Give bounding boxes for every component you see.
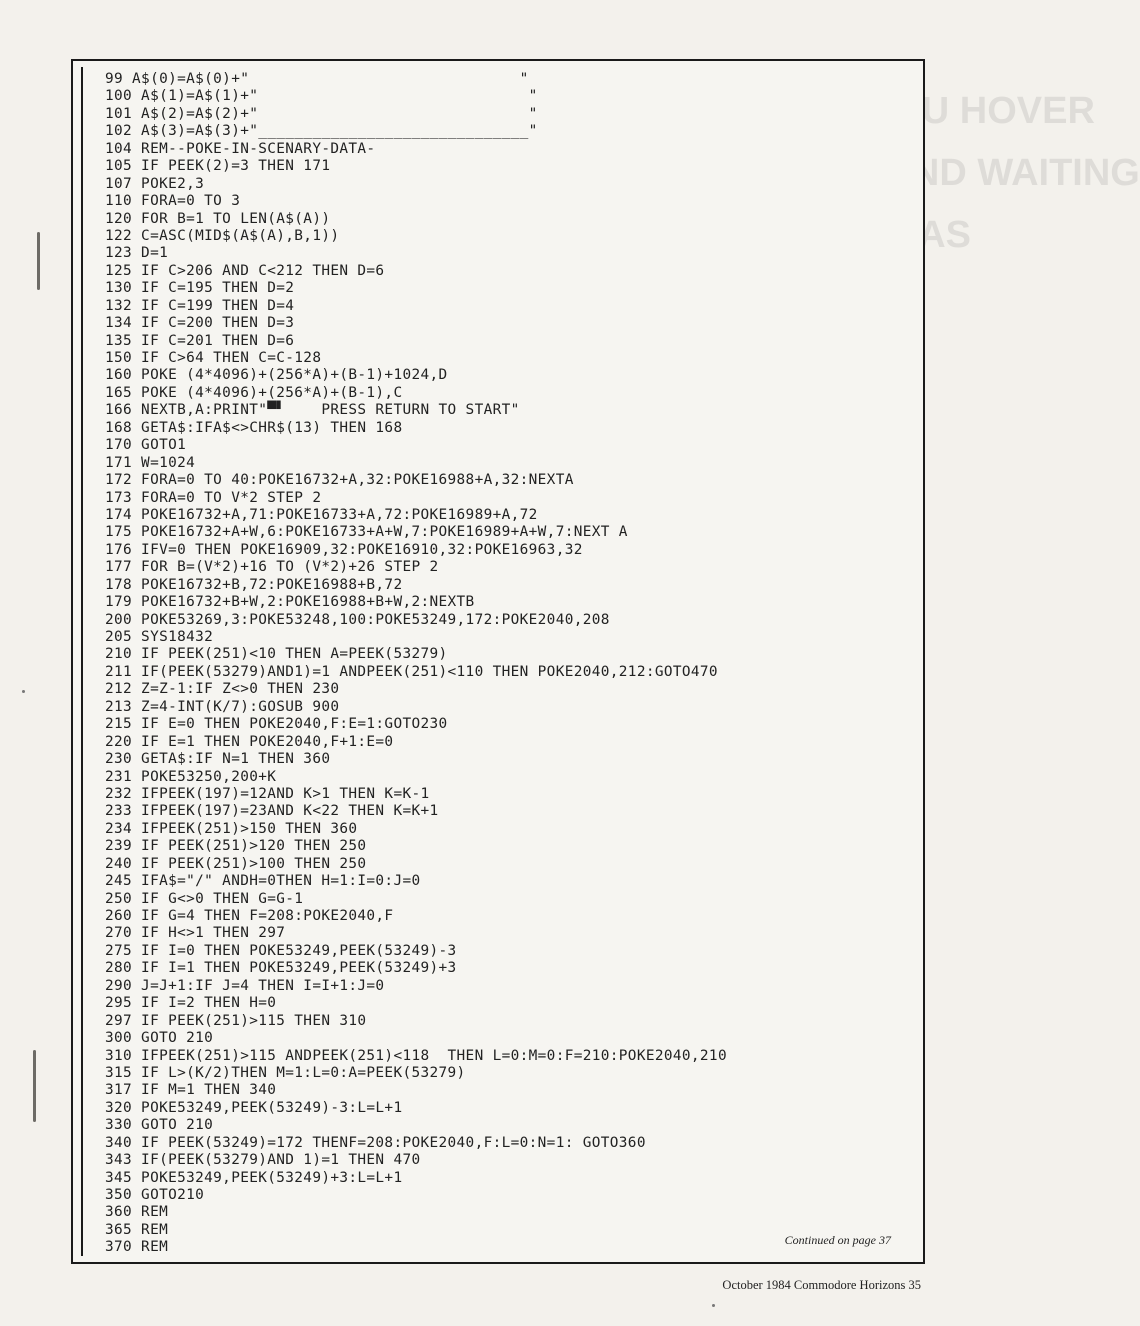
paper-speck — [22, 690, 25, 693]
code-line: 107 POKE2,3 — [105, 175, 205, 192]
code-line: 320 POKE53249,PEEK(53249)-3:L=L+1 — [105, 1099, 403, 1116]
code-line: 295 IF I=2 THEN H=0 — [105, 995, 277, 1012]
code-line: 173 FORA=0 TO V*2 STEP 2 — [105, 489, 322, 506]
code-line: 280 IF I=1 THEN POKE53249,PEEK(53249)+3 — [105, 960, 457, 977]
code-line: 130 IF C=195 THEN D=2 — [105, 280, 295, 297]
code-line: 104 REM--POKE-IN-SCENARY-DATA- — [105, 140, 376, 157]
code-line: 317 IF M=1 THEN 340 — [105, 1082, 277, 1099]
code-line: 125 IF C>206 AND C<212 THEN D=6 — [105, 262, 385, 279]
code-line: 212 Z=Z-1:IF Z<>0 THEN 230 — [105, 681, 340, 698]
program-listing-box — [71, 59, 925, 1264]
code-line: 370 REM — [105, 1239, 169, 1256]
paper-speck — [712, 1304, 715, 1307]
code-line: 250 IF G<>0 THEN G=G-1 — [105, 890, 304, 907]
page-footer: October 1984 Commodore Horizons 35 — [722, 1278, 921, 1292]
code-line: 343 IF(PEEK(53279)AND 1)=1 THEN 470 — [105, 1152, 421, 1169]
code-line: 134 IF C=200 THEN D=3 — [105, 315, 295, 332]
code-line: 172 FORA=0 TO 40:POKE16732+A,32:POKE16988+A,32:NEXTA — [105, 472, 574, 489]
code-line: 297 IF PEEK(251)>115 THEN 310 — [105, 1012, 367, 1029]
code-line: 205 SYS18432 — [105, 629, 214, 645]
code-line: 177 FOR B=(V*2)+16 TO (V*2)+26 STEP 2 — [105, 559, 439, 576]
basic-code-listing — [105, 71, 727, 1257]
code-line: 99 A$(0)=A$(0)+" " — [105, 71, 529, 87]
binding-staple-bottom — [33, 1050, 36, 1122]
code-line: 275 IF I=0 THEN POKE53249,PEEK(53249)-3 — [105, 942, 457, 959]
code-line: 340 IF PEEK(53249)=172 THENF=208:POKE2040,F:L=0:N=1: GOTO360 — [105, 1134, 646, 1151]
code-line: 220 IF E=1 THEN POKE2040,F+1:E=0 — [105, 733, 394, 750]
code-line: 171 W=1024 — [105, 454, 196, 471]
code-line: 101 A$(2)=A$(2)+" " — [105, 105, 538, 122]
code-line: 123 D=1 — [105, 245, 169, 262]
code-line: 170 GOTO1 — [105, 437, 187, 454]
code-line: 174 POKE16732+A,71:POKE16733+A,72:POKE16989+A,72 — [105, 506, 538, 523]
code-line: 179 POKE16732+B+W,2:POKE16988+B+W,2:NEXTB — [105, 594, 475, 611]
code-line: 245 IFA$="/" ANDH=0THEN H=1:I=0:J=0 — [105, 873, 421, 890]
code-line: 160 POKE (4*4096)+(256*A)+(B-1)+1024,D — [105, 367, 448, 384]
code-line: 102 A$(3)=A$(3)+"______________________________" — [105, 123, 538, 140]
code-line: 270 IF H<>1 THEN 297 — [105, 925, 286, 942]
code-line: 132 IF C=199 THEN D=4 — [105, 297, 295, 314]
code-line: 231 POKE53250,200+K — [105, 768, 277, 785]
code-line: 260 IF G=4 THEN F=208:POKE2040,F — [105, 908, 394, 924]
bleed-through-ghost-text: DO YOU HOVER AROUND WAITING BAS — [800, 90, 1140, 256]
code-line: 315 IF L>(K/2)THEN M=1:L=0:A=PEEK(53279) — [105, 1064, 466, 1081]
code-line: 166 NEXTB,A:PRINT"▀▘ PRESS RETURN TO START" — [105, 402, 520, 419]
code-line: 360 REM — [105, 1204, 169, 1221]
code-line: 290 J=J+1:IF J=4 THEN I=I+1:J=0 — [105, 977, 385, 994]
code-line: 300 GOTO 210 — [105, 1030, 214, 1047]
code-line: 213 Z=4-INT(K/7):GOSUB 900 — [105, 698, 340, 715]
code-line: 168 GETA$:IFA$<>CHR$(13) THEN 168 — [105, 419, 403, 436]
program-listing-inner-frame — [81, 67, 915, 1256]
code-line: 135 IF C=201 THEN D=6 — [105, 332, 295, 349]
code-line: 176 IFV=0 THEN POKE16909,32:POKE16910,32:POKE16963,32 — [105, 541, 583, 558]
code-line: 200 POKE53269,3:POKE53248,100:POKE53249,172:POKE2040,208 — [105, 611, 610, 628]
code-line: 350 GOTO210 — [105, 1187, 205, 1203]
code-line: 232 IFPEEK(197)=12AND K>1 THEN K=K-1 — [105, 785, 430, 802]
code-line: 345 POKE53249,PEEK(53249)+3:L=L+1 — [105, 1169, 403, 1186]
code-line: 110 FORA=0 TO 3 — [105, 193, 241, 210]
code-line: 240 IF PEEK(251)>100 THEN 250 — [105, 855, 367, 872]
code-line: 178 POKE16732+B,72:POKE16988+B,72 — [105, 576, 403, 593]
code-line: 365 REM — [105, 1221, 169, 1238]
code-line: 211 IF(PEEK(53279)AND1)=1 ANDPEEK(251)<110 THEN POKE2040,212:GOTO470 — [105, 663, 718, 680]
code-line: 150 IF C>64 THEN C=C-128 — [105, 350, 322, 366]
code-line: 310 IFPEEK(251)>115 ANDPEEK(251)<118 THEN L=0:M=0:F=210:POKE2040,210 — [105, 1047, 727, 1064]
code-line: 105 IF PEEK(2)=3 THEN 171 — [105, 158, 331, 175]
continued-note: Continued on page 37 — [784, 1233, 891, 1247]
code-line: 239 IF PEEK(251)>120 THEN 250 — [105, 838, 367, 855]
code-line: 120 FOR B=1 TO LEN(A$(A)) — [105, 210, 331, 227]
code-line: 330 GOTO 210 — [105, 1117, 214, 1134]
code-line: 100 A$(1)=A$(1)+" " — [105, 88, 538, 105]
code-line: 165 POKE (4*4096)+(256*A)+(B-1),C — [105, 384, 403, 401]
code-line: 175 POKE16732+A+W,6:POKE16733+A+W,7:POKE16989+A+W,7:NEXT A — [105, 524, 628, 541]
code-line: 210 IF PEEK(251)<10 THEN A=PEEK(53279) — [105, 646, 448, 663]
binding-staple-top — [37, 232, 40, 290]
code-line: 234 IFPEEK(251)>150 THEN 360 — [105, 820, 358, 837]
code-line: 215 IF E=0 THEN POKE2040,F:E=1:GOTO230 — [105, 716, 448, 733]
code-line: 233 IFPEEK(197)=23AND K<22 THEN K=K+1 — [105, 803, 439, 820]
code-line: 122 C=ASC(MID$(A$(A),B,1)) — [105, 227, 340, 244]
code-line: 230 GETA$:IF N=1 THEN 360 — [105, 751, 331, 768]
